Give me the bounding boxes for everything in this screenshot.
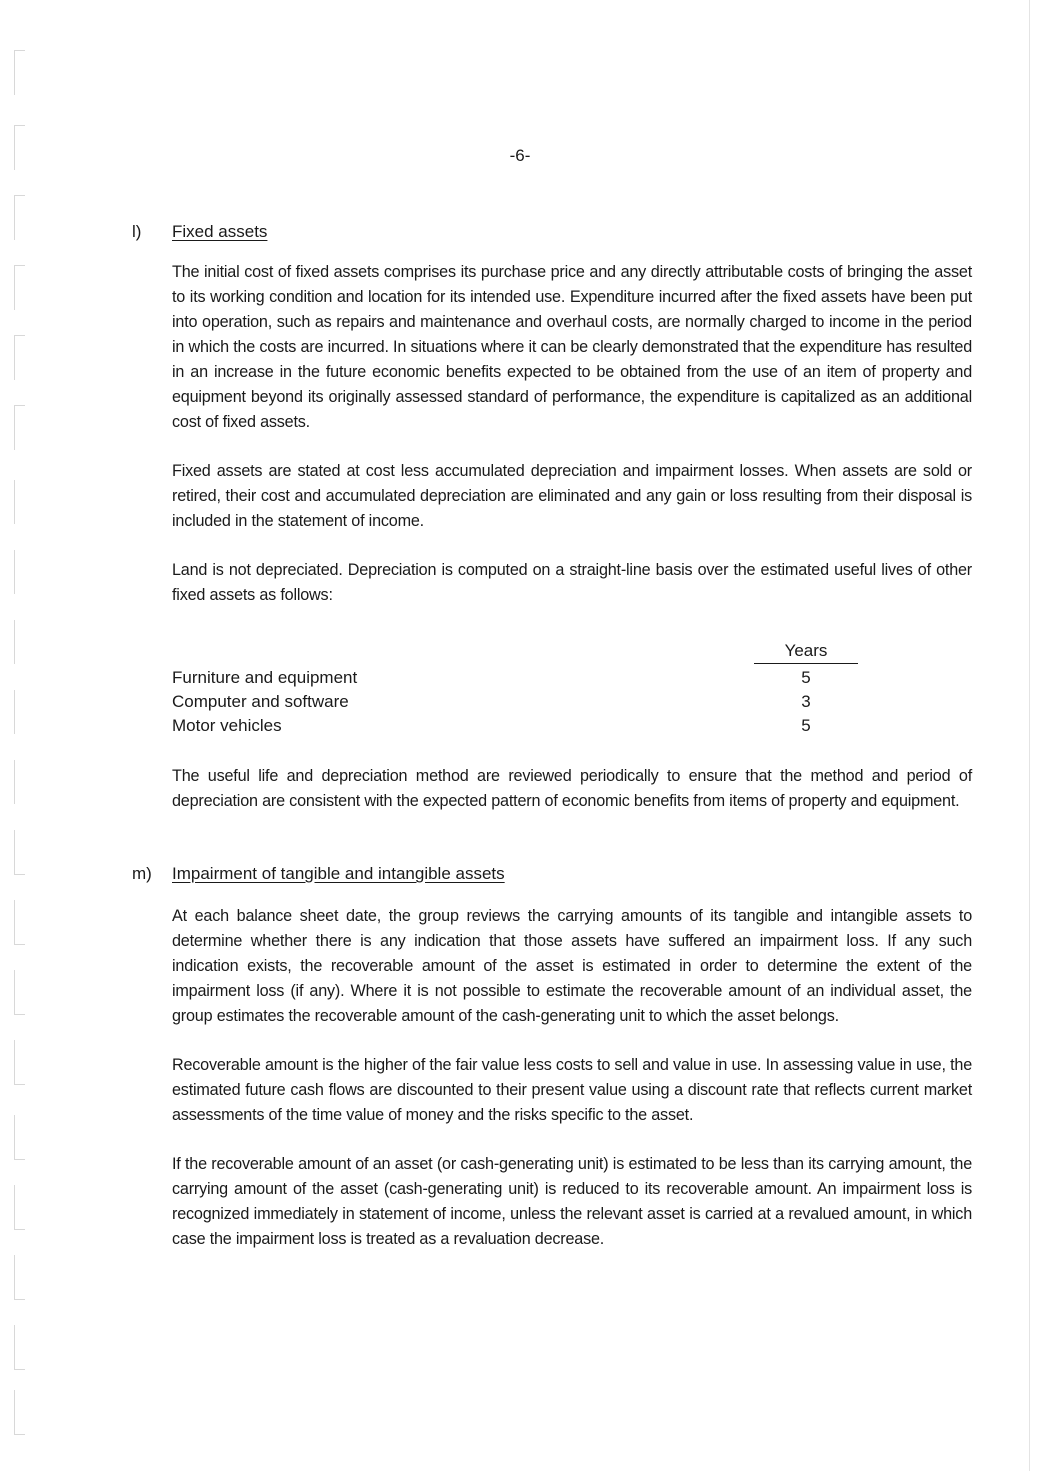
section-title: Fixed assets (172, 222, 268, 241)
section-fixed-assets-review (132, 764, 972, 814)
section-marker: m) (132, 864, 152, 883)
binder-mark (14, 970, 25, 1015)
asset-years: 5 (801, 668, 811, 687)
binder-hole-marks (14, 40, 34, 1460)
asset-label: Motor vehicles (172, 716, 282, 735)
binder-mark (14, 760, 25, 804)
paragraph: Recoverable amount is the higher of the fair value less costs to sell and value in use. In assessing value in use, the estimated future cash flows are discounted to their present value using a discount rate that reflects current market assessments of the time value of money and the risks specific to the asset. (172, 1056, 972, 1124)
paragraph: The initial cost of fixed assets comprises its purchase price and any directly attributable costs of bringing the asset to its working condition and location for its intended use. Expenditure incurred after the fixed assets have been put into operation, such as repairs and maintenance and overhaul costs, are normally charged to income in the period in which the costs are incurred. In situations where it can be clearly demonstrated that the expenditure has resulted in an increase in the future economic benefits expected to be obtained from the use of an item of property and equipment beyond its originally assessed standard of performance, the expenditure is capitalized as an additional cost of fixed assets. (172, 263, 972, 431)
paragraph: If the recoverable amount of an asset (or cash-generating unit) is estimated to be less than its carrying amount, the carrying amount of the asset (cash-generating unit) is reduced to its recoverable amount. An impairment loss is recognized immediately in statement of income, unless the relevant asset is carried at a revalued amount, in which case the impairment loss is treated as a revaluation decrease. (172, 1155, 972, 1248)
section-marker: l) (132, 222, 142, 241)
paragraph: At each balance sheet date, the group reviews the carrying amounts of its tangible and intangible assets to determine whether there is any indication that those assets have suffered an impairment loss. If any such indication exists, the recoverable amount of the asset is estimated in order to determine the extent of the impairment loss (if any). Where it is not possible to estimate the recoverable amount of an individual asset, the group estimates the recoverable amount of the cash-generating unit to which the asset belongs. (172, 907, 972, 1025)
asset-label: Computer and software (172, 692, 349, 711)
binder-mark (14, 480, 25, 524)
section-impairment (132, 864, 972, 1252)
binder-mark (14, 1390, 25, 1435)
page-number: -6- (509, 146, 531, 165)
section-heading (132, 864, 972, 884)
paragraph: Fixed assets are stated at cost less accumulated depreciation and impairment losses. When assets are sold or retired, their cost and accumulated depreciation are eliminated and any gain or loss resulting from their disposal is included in the statement of income. (172, 462, 972, 530)
binder-mark (14, 335, 25, 380)
binder-mark (14, 1255, 25, 1300)
table-row (172, 714, 872, 738)
binder-mark (14, 900, 25, 945)
section-heading (132, 222, 972, 242)
asset-years: 5 (801, 716, 811, 735)
table-row (172, 666, 872, 690)
years-column-header: Years (754, 640, 858, 664)
asset-years: 3 (801, 692, 811, 711)
binder-mark (14, 1040, 25, 1085)
section-fixed-assets (132, 222, 972, 608)
paragraph: Land is not depreciated. Depreciation is computed on a straight-line basis over the estimated useful lives of other fixed assets as follows: (172, 561, 972, 604)
binder-mark (14, 690, 25, 734)
paragraph: The useful life and depreciation method are reviewed periodically to ensure that the method and period of depreciation are consistent with the expected pattern of economic benefits from items of property and equipment. (172, 767, 972, 810)
binder-mark (14, 405, 25, 450)
page-edge-line (1029, 0, 1030, 1471)
binder-mark (14, 550, 25, 594)
binder-mark (14, 1185, 25, 1230)
binder-mark (14, 50, 25, 95)
asset-label: Furniture and equipment (172, 668, 358, 687)
binder-mark (14, 1115, 25, 1160)
binder-mark (14, 1325, 25, 1370)
binder-mark (14, 265, 25, 310)
binder-mark (14, 195, 25, 240)
section-title: Impairment of tangible and intangible assets (172, 864, 505, 883)
table-row (172, 690, 872, 714)
binder-mark (14, 620, 25, 664)
binder-mark (14, 830, 25, 875)
